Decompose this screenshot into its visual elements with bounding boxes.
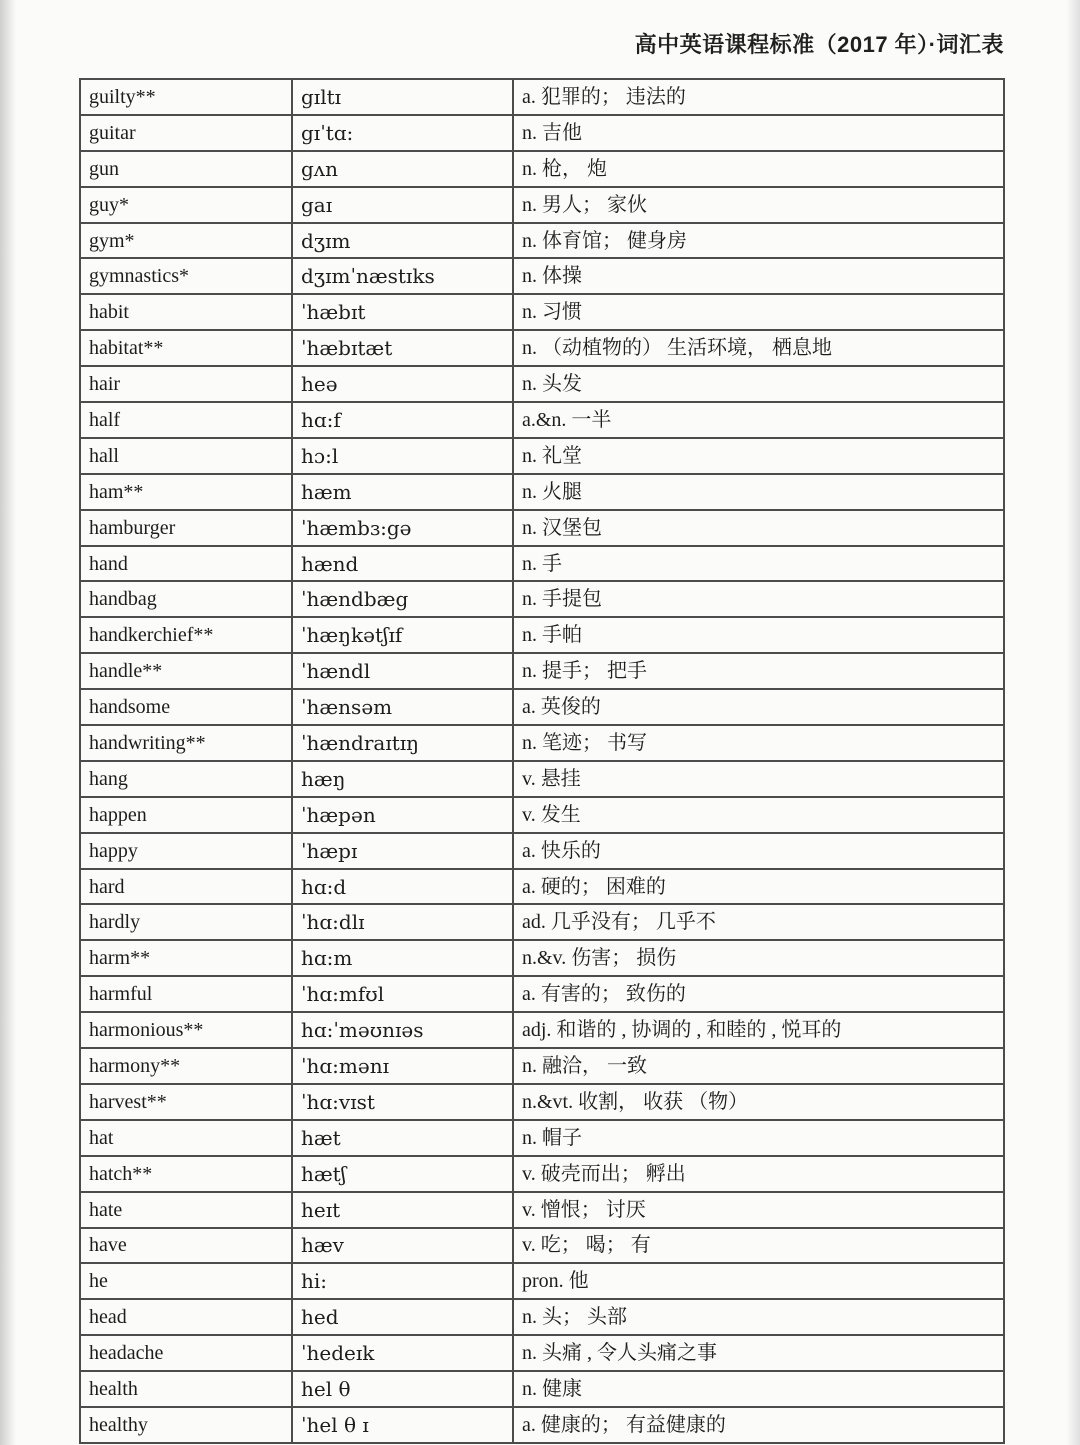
meaning-cell: n. 头痛 , 令人头痛之事 (513, 1335, 1004, 1371)
meaning-cell: a. 硬的； 困难的 (513, 869, 1004, 905)
table-row (80, 1299, 1004, 1335)
phonetic-cell: heɪt (292, 1192, 513, 1228)
phonetic-cell: ˈhændbæg (292, 581, 513, 617)
meaning-cell: v. 悬挂 (513, 761, 1004, 797)
meaning-cell: n. 手提包 (513, 581, 1004, 617)
meaning-cell: n.&v. 伤害； 损伤 (513, 940, 1004, 976)
meaning-cell: n. 健康 (513, 1371, 1004, 1407)
word-cell: happy (80, 833, 292, 869)
phonetic-cell: gɪˈtɑ: (292, 115, 513, 151)
vocab-table-body (80, 79, 1004, 1443)
phonetic-cell: gɪltɪ (292, 79, 513, 115)
phonetic-cell: ˈhɑ:vɪst (292, 1084, 513, 1120)
vocab-table (79, 78, 1005, 1444)
word-cell: handbag (80, 581, 292, 617)
meaning-cell: ad. 几乎没有； 几乎不 (513, 904, 1004, 940)
meaning-cell: n. 手 (513, 546, 1004, 582)
word-cell: hang (80, 761, 292, 797)
table-row (80, 1084, 1004, 1120)
phonetic-cell: hɑ:m (292, 940, 513, 976)
phonetic-cell: ˈhæŋkətʃɪf (292, 617, 513, 653)
table-row (80, 1012, 1004, 1048)
word-cell: guilty** (80, 79, 292, 115)
meaning-cell: a.&n. 一半 (513, 402, 1004, 438)
meaning-cell: n. 习惯 (513, 294, 1004, 330)
table-row (80, 797, 1004, 833)
word-cell: hatch** (80, 1156, 292, 1192)
page-edge-shadow-left (0, 0, 16, 1445)
phonetic-cell: ˈhæmbɜ:gə (292, 510, 513, 546)
phonetic-cell: hɑ:ˈməʊnɪəs (292, 1012, 513, 1048)
table-row (80, 725, 1004, 761)
meaning-cell: a. 快乐的 (513, 833, 1004, 869)
table-row (80, 976, 1004, 1012)
table-row (80, 1192, 1004, 1228)
meaning-cell: n. 体育馆； 健身房 (513, 223, 1004, 259)
table-row (80, 187, 1004, 223)
table-row (80, 653, 1004, 689)
word-cell: head (80, 1299, 292, 1335)
table-row (80, 402, 1004, 438)
meaning-cell: n. 火腿 (513, 474, 1004, 510)
table-row (80, 689, 1004, 725)
word-cell: harmful (80, 976, 292, 1012)
meaning-cell: n. 融洽， 一致 (513, 1048, 1004, 1084)
word-cell: gun (80, 151, 292, 187)
word-cell: guy* (80, 187, 292, 223)
meaning-cell: n. 帽子 (513, 1120, 1004, 1156)
table-row (80, 1335, 1004, 1371)
meaning-cell: n. 手帕 (513, 617, 1004, 653)
meaning-cell: n.&vt. 收割， 收获 （物） (513, 1084, 1004, 1120)
phonetic-cell: hel θ (292, 1371, 513, 1407)
table-row (80, 1048, 1004, 1084)
phonetic-cell: ˈhændraɪtɪŋ (292, 725, 513, 761)
table-row (80, 115, 1004, 151)
meaning-cell: v. 憎恨； 讨厌 (513, 1192, 1004, 1228)
phonetic-cell: hæm (292, 474, 513, 510)
phonetic-cell: ˈhedeɪk (292, 1335, 513, 1371)
word-cell: gym* (80, 223, 292, 259)
word-cell: happen (80, 797, 292, 833)
word-cell: headache (80, 1335, 292, 1371)
word-cell: harvest** (80, 1084, 292, 1120)
page-edge-shadow-right (1066, 0, 1080, 1445)
word-cell: health (80, 1371, 292, 1407)
meaning-cell: n. （动植物的） 生活环境， 栖息地 (513, 330, 1004, 366)
word-cell: handle** (80, 653, 292, 689)
word-cell: habitat** (80, 330, 292, 366)
word-cell: hate (80, 1192, 292, 1228)
word-cell: hardly (80, 904, 292, 940)
meaning-cell: n. 体操 (513, 258, 1004, 294)
phonetic-cell: ˈhɑ:mfʊl (292, 976, 513, 1012)
word-cell: harmonious** (80, 1012, 292, 1048)
meaning-cell: a. 英俊的 (513, 689, 1004, 725)
table-row (80, 438, 1004, 474)
table-row (80, 617, 1004, 653)
table-row (80, 904, 1004, 940)
phonetic-cell: dʒɪm (292, 223, 513, 259)
meaning-cell: v. 发生 (513, 797, 1004, 833)
table-row (80, 1156, 1004, 1192)
table-row (80, 1263, 1004, 1299)
phonetic-cell: hɔ:l (292, 438, 513, 474)
meaning-cell: n. 礼堂 (513, 438, 1004, 474)
meaning-cell: a. 犯罪的； 违法的 (513, 79, 1004, 115)
phonetic-cell: hætʃ (292, 1156, 513, 1192)
table-row (80, 761, 1004, 797)
table-row (80, 1371, 1004, 1407)
word-cell: hall (80, 438, 292, 474)
word-cell: harmony** (80, 1048, 292, 1084)
table-row (80, 510, 1004, 546)
word-cell: have (80, 1228, 292, 1264)
table-row (80, 1120, 1004, 1156)
phonetic-cell: hænd (292, 546, 513, 582)
meaning-cell: n. 头发 (513, 366, 1004, 402)
phonetic-cell: ˈhændl (292, 653, 513, 689)
meaning-cell: adj. 和谐的 , 协调的 , 和睦的 , 悦耳的 (513, 1012, 1004, 1048)
table-row (80, 940, 1004, 976)
meaning-cell: n. 男人； 家伙 (513, 187, 1004, 223)
meaning-cell: a. 有害的； 致伤的 (513, 976, 1004, 1012)
table-row (80, 258, 1004, 294)
word-cell: handkerchief** (80, 617, 292, 653)
word-cell: healthy (80, 1407, 292, 1443)
word-cell: hat (80, 1120, 292, 1156)
word-cell: ham** (80, 474, 292, 510)
meaning-cell: n. 汉堡包 (513, 510, 1004, 546)
table-row (80, 581, 1004, 617)
table-row (80, 79, 1004, 115)
phonetic-cell: ˈhæpɪ (292, 833, 513, 869)
word-cell: harm** (80, 940, 292, 976)
word-cell: hair (80, 366, 292, 402)
phonetic-cell: heə (292, 366, 513, 402)
phonetic-cell: ˈhɑ:dlɪ (292, 904, 513, 940)
meaning-cell: n. 头； 头部 (513, 1299, 1004, 1335)
phonetic-cell: gaɪ (292, 187, 513, 223)
table-row (80, 294, 1004, 330)
meaning-cell: pron. 他 (513, 1263, 1004, 1299)
phonetic-cell: ˈhæbɪtæt (292, 330, 513, 366)
phonetic-cell: dʒɪmˈnæstɪks (292, 258, 513, 294)
phonetic-cell: hed (292, 1299, 513, 1335)
meaning-cell: a. 健康的； 有益健康的 (513, 1407, 1004, 1443)
table-row (80, 869, 1004, 905)
phonetic-cell: ˈhæpən (292, 797, 513, 833)
word-cell: habit (80, 294, 292, 330)
table-row (80, 833, 1004, 869)
word-cell: guitar (80, 115, 292, 151)
word-cell: hamburger (80, 510, 292, 546)
word-cell: hard (80, 869, 292, 905)
word-cell: half (80, 402, 292, 438)
word-cell: handwriting** (80, 725, 292, 761)
table-row (80, 151, 1004, 187)
phonetic-cell: hæv (292, 1228, 513, 1264)
word-cell: handsome (80, 689, 292, 725)
word-cell: he (80, 1263, 292, 1299)
meaning-cell: v. 破壳而出； 孵出 (513, 1156, 1004, 1192)
phonetic-cell: gʌn (292, 151, 513, 187)
phonetic-cell: ˈhæbɪt (292, 294, 513, 330)
table-row (80, 1407, 1004, 1443)
phonetic-cell: ˈhel θ ɪ (292, 1407, 513, 1443)
word-cell: gymnastics* (80, 258, 292, 294)
phonetic-cell: hæt (292, 1120, 513, 1156)
phonetic-cell: hi: (292, 1263, 513, 1299)
phonetic-cell: hɑ:f (292, 402, 513, 438)
meaning-cell: n. 枪， 炮 (513, 151, 1004, 187)
phonetic-cell: hɑ:d (292, 869, 513, 905)
meaning-cell: n. 提手； 把手 (513, 653, 1004, 689)
meaning-cell: n. 吉他 (513, 115, 1004, 151)
word-cell: hand (80, 546, 292, 582)
table-row (80, 223, 1004, 259)
phonetic-cell: ˈhɑ:mənɪ (292, 1048, 513, 1084)
table-row (80, 366, 1004, 402)
meaning-cell: v. 吃； 喝； 有 (513, 1228, 1004, 1264)
table-row (80, 1228, 1004, 1264)
table-row (80, 474, 1004, 510)
phonetic-cell: hæŋ (292, 761, 513, 797)
phonetic-cell: ˈhænsəm (292, 689, 513, 725)
meaning-cell: n. 笔迹； 书写 (513, 725, 1004, 761)
page-title: 高中英语课程标准（2017 年）·词汇表 (634, 32, 1004, 57)
table-row (80, 330, 1004, 366)
table-row (80, 546, 1004, 582)
